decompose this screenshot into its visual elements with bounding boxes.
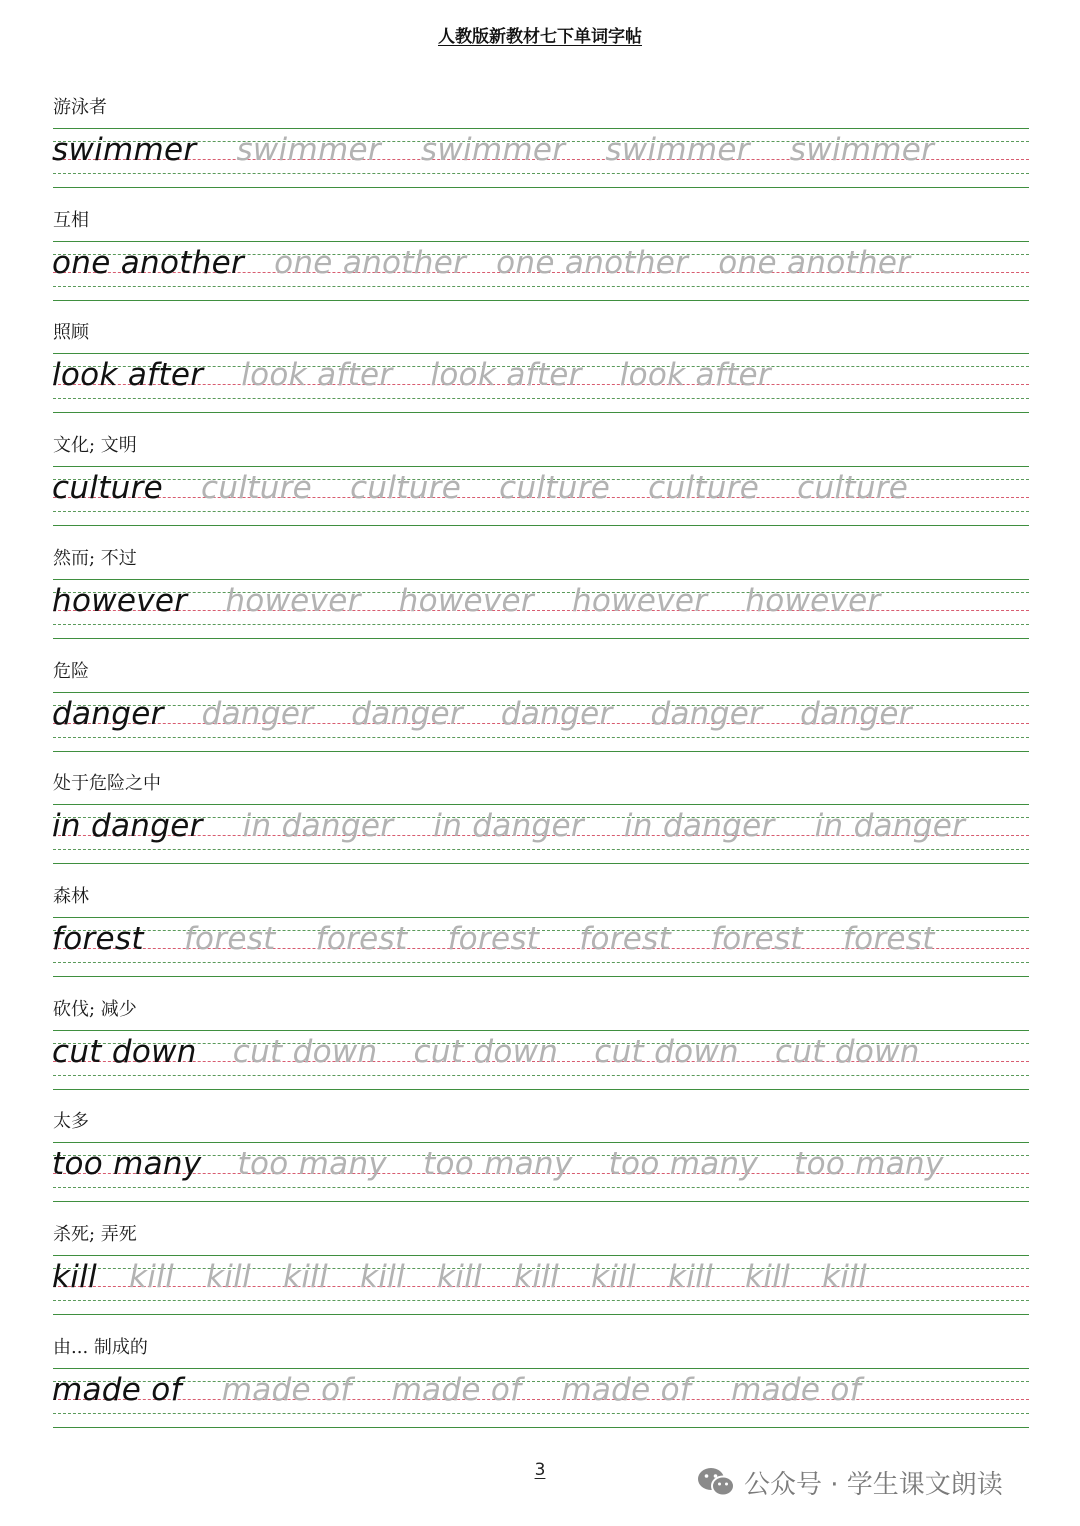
chinese-meaning: 森林 <box>53 885 89 907</box>
watermark <box>696 1462 1003 1502</box>
trace-word: look after <box>619 357 771 394</box>
guide-bottom-line <box>53 638 1029 639</box>
trace-word: too many <box>794 1146 944 1183</box>
trace-word: swimmer <box>236 132 381 168</box>
trace-word: one another <box>718 244 911 281</box>
trace-word: look after <box>430 357 582 394</box>
guide-bottom-line <box>53 1089 1029 1090</box>
model-word: one another <box>52 244 245 281</box>
trace-word: made of <box>731 1371 861 1408</box>
practice-row <box>52 802 965 850</box>
chinese-meaning: 处于危险之中 <box>53 773 161 795</box>
model-word: made of <box>52 1371 182 1408</box>
trace-word: cut down <box>775 1033 920 1070</box>
chinese-meaning: 然而; 不过 <box>53 547 137 569</box>
trace-word: forest <box>315 920 408 957</box>
trace-word: cut down <box>413 1033 559 1070</box>
trace-word: culture <box>499 470 611 507</box>
model-word: too many <box>52 1146 202 1183</box>
trace-word: forest <box>447 920 540 957</box>
model-word: forest <box>52 920 144 957</box>
trace-word: culture <box>201 470 313 507</box>
trace-word: kill <box>822 1259 867 1295</box>
word-entry <box>0 96 1080 209</box>
practice-row <box>52 1253 867 1301</box>
guide-bottom-line <box>53 1314 1029 1315</box>
trace-word: danger <box>201 695 314 732</box>
trace-word: too many <box>423 1146 573 1183</box>
trace-word: too many <box>237 1146 388 1183</box>
word-entry <box>0 660 1080 773</box>
watermark-text: 公众号 · 学生课文朗读 <box>744 1469 1003 1500</box>
trace-word: danger <box>351 695 463 732</box>
chinese-meaning: 游泳者 <box>53 97 107 118</box>
trace-word: however <box>225 582 361 619</box>
practice-row <box>52 1366 861 1414</box>
trace-word: in danger <box>814 808 966 845</box>
model-word: culture <box>52 470 164 507</box>
trace-word: culture <box>797 470 909 507</box>
practice-row <box>52 915 935 963</box>
trace-word: culture <box>648 470 760 507</box>
chinese-meaning: 太多 <box>53 1111 89 1133</box>
chinese-meaning: 砍伐; 减少 <box>53 998 137 1020</box>
trace-word: made of <box>561 1371 692 1408</box>
trace-word: however <box>745 582 881 619</box>
guide-bottom-line <box>53 976 1029 977</box>
model-word: however <box>52 582 188 619</box>
word-entry <box>0 209 1080 322</box>
worksheet-title: 人教版新教材七下单词字帖 <box>438 27 642 47</box>
practice-row <box>52 577 881 625</box>
trace-word: however <box>571 582 708 619</box>
guide-bottom-line <box>53 525 1029 526</box>
guide-bottom-line <box>53 1427 1029 1428</box>
guide-bottom-line <box>53 300 1029 301</box>
model-word: kill <box>52 1259 97 1295</box>
trace-word: look after <box>241 357 393 394</box>
trace-word: kill <box>591 1259 636 1295</box>
trace-word: swimmer <box>605 132 750 168</box>
wechat-icon <box>696 1465 736 1499</box>
trace-word: forest <box>711 920 803 957</box>
chinese-meaning: 文化; 文明 <box>53 435 137 457</box>
practice-row <box>52 1140 944 1188</box>
word-entry <box>0 998 1080 1111</box>
trace-word: danger <box>500 695 613 732</box>
trace-word: forest <box>842 920 935 957</box>
trace-word: made of <box>221 1371 352 1408</box>
trace-word: kill <box>129 1259 174 1295</box>
trace-word: danger <box>650 695 763 732</box>
practice-row <box>52 239 910 287</box>
word-entry <box>0 547 1080 660</box>
chinese-meaning: 互相 <box>53 209 89 231</box>
model-word: cut down <box>52 1033 197 1070</box>
practice-row <box>52 126 934 174</box>
practice-row <box>52 690 912 738</box>
trace-word: in danger <box>242 808 394 845</box>
guide-bottom-line <box>53 863 1029 864</box>
trace-word: kill <box>360 1259 405 1295</box>
model-word: danger <box>52 695 164 732</box>
trace-word: in danger <box>623 808 775 845</box>
guide-bottom-line <box>53 412 1029 413</box>
trace-word: however <box>398 582 534 619</box>
trace-word: kill <box>206 1259 251 1295</box>
guide-bottom-line <box>53 1201 1029 1202</box>
guide-bottom-line <box>53 187 1029 188</box>
word-entry <box>0 321 1080 434</box>
chinese-meaning: 杀死; 弄死 <box>53 1224 137 1245</box>
trace-word: too many <box>608 1146 759 1183</box>
word-entry <box>0 1223 1080 1336</box>
word-entry <box>0 1110 1080 1223</box>
trace-word: culture <box>350 470 462 507</box>
model-word: look after <box>52 357 204 394</box>
model-word: in danger <box>52 808 203 845</box>
word-entry <box>0 772 1080 885</box>
trace-word: kill <box>437 1259 482 1295</box>
page-number: 3 <box>534 1460 546 1480</box>
practice-row <box>52 351 771 399</box>
trace-word: cut down <box>232 1033 378 1070</box>
word-entry <box>0 1336 1080 1449</box>
trace-word: forest <box>579 920 672 957</box>
chinese-meaning: 由... 制成的 <box>53 1336 148 1358</box>
trace-word: swimmer <box>420 132 566 168</box>
word-entry <box>0 434 1080 547</box>
practice-row <box>52 464 908 512</box>
trace-word: danger <box>800 695 912 732</box>
chinese-meaning: 危险 <box>53 660 89 682</box>
trace-word: in danger <box>433 808 584 845</box>
trace-word: one another <box>274 244 467 281</box>
word-entry <box>0 885 1080 998</box>
chinese-meaning: 照顾 <box>53 322 89 344</box>
trace-word: kill <box>514 1259 559 1295</box>
trace-word: one another <box>496 244 689 281</box>
guide-bottom-line <box>53 751 1029 752</box>
trace-word: kill <box>745 1259 790 1295</box>
model-word: swimmer <box>52 132 197 168</box>
trace-word: swimmer <box>789 132 935 168</box>
trace-word: made of <box>391 1371 522 1408</box>
trace-word: cut down <box>594 1033 739 1070</box>
practice-row <box>52 1028 920 1076</box>
trace-word: forest <box>183 920 276 957</box>
trace-word: kill <box>668 1259 713 1295</box>
trace-word: kill <box>283 1259 328 1295</box>
